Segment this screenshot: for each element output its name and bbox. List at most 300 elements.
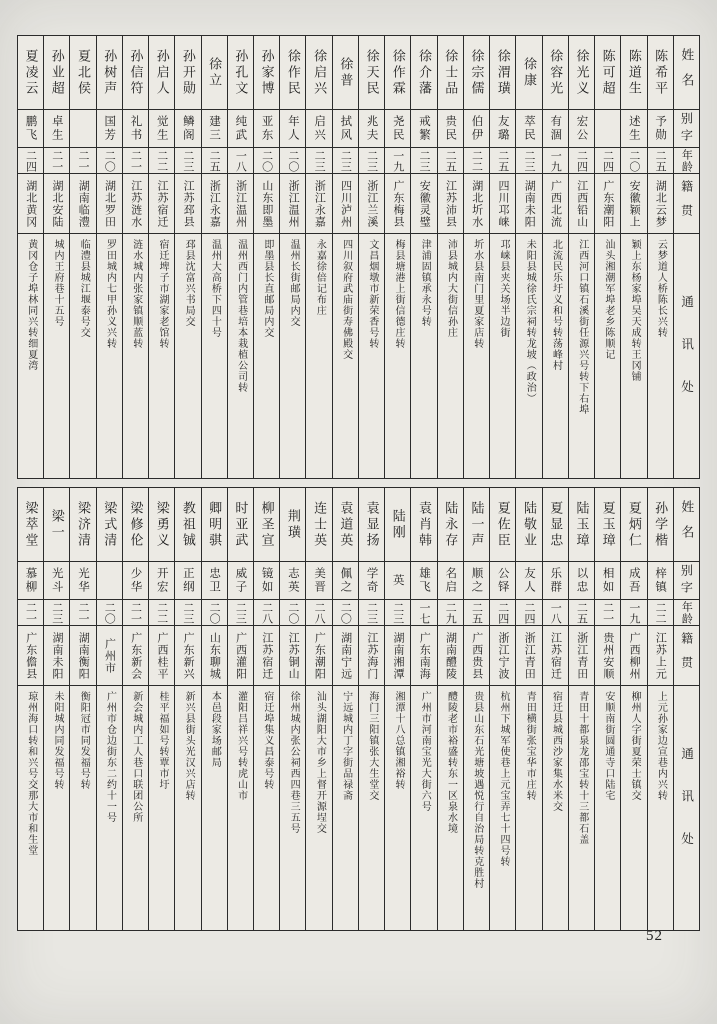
entry-name-text: 卿明骐	[207, 500, 223, 549]
entry-address	[70, 686, 95, 930]
header-name-text: 姓名	[679, 499, 695, 550]
entry-address-text: 汕头湖阳大市乡上督开源埕交	[314, 691, 326, 834]
entry-address	[228, 234, 253, 478]
header-age-text: 年龄	[680, 148, 693, 173]
entry-age	[516, 148, 541, 174]
entry-origin	[595, 174, 620, 234]
header-name-text: 姓名	[679, 47, 695, 98]
entry-name	[202, 36, 227, 110]
entry-address	[490, 686, 515, 930]
entry-origin-text: 湖南未阳	[523, 179, 536, 228]
entry-column	[201, 36, 227, 478]
entry-name-text: 梁修伦	[128, 500, 144, 549]
entry-name-text: 夏北侯	[75, 48, 91, 97]
entry-origin-text: 贵州安顺	[601, 631, 614, 680]
entry-name-text: 教祖铖	[180, 500, 196, 549]
entry-name	[621, 36, 646, 110]
entry-address	[175, 234, 200, 478]
entry-address	[543, 234, 568, 478]
entry-name-text: 徐普	[338, 56, 354, 89]
entry-alias	[44, 110, 69, 148]
entry-column	[384, 36, 410, 478]
entry-column	[305, 36, 331, 478]
entry-alias-text: 美晋	[313, 567, 326, 594]
entry-origin	[97, 626, 122, 686]
header-name-label	[674, 488, 699, 562]
entry-alias-text: 贵民	[444, 115, 457, 142]
entry-address	[280, 234, 305, 478]
entry-age-text: 二三	[365, 601, 378, 624]
entry-name-text: 陆永存	[443, 500, 459, 549]
entry-alias-text: 威子	[234, 567, 247, 594]
entry-age	[70, 148, 95, 174]
entry-address	[648, 234, 673, 478]
entry-age-text: 二二	[155, 601, 168, 624]
entry-alias	[175, 562, 200, 600]
entry-address-text: 本邑段家场邮局	[209, 691, 221, 768]
entry-alias	[202, 110, 227, 148]
entry-alias	[516, 562, 541, 600]
entry-origin	[569, 174, 594, 234]
entry-name-text: 荆璜	[285, 508, 301, 541]
header-alias-text: 别字	[679, 111, 694, 146]
entry-alias	[228, 562, 253, 600]
entry-address-text: 广州市河南宝光大街六号	[419, 691, 431, 812]
entry-name	[595, 36, 620, 110]
entry-origin	[333, 626, 358, 686]
entry-address	[254, 686, 279, 930]
entry-address-text: 江西河口镇石溪街任源兴号转下右埠	[576, 239, 588, 415]
entry-alias	[595, 562, 620, 600]
entry-address-text: 即墨县长直邮局内交	[261, 239, 273, 338]
entry-name	[438, 488, 463, 562]
entry-origin	[385, 174, 410, 234]
header-alias-label	[674, 562, 699, 600]
entry-alias	[202, 562, 227, 600]
entry-column	[437, 36, 463, 478]
entry-age	[18, 600, 43, 626]
entry-origin-text: 山东即墨	[260, 179, 273, 228]
entry-age-text: 二一	[76, 149, 89, 172]
entry-alias	[18, 110, 43, 148]
entry-column	[568, 488, 594, 930]
entry-column	[253, 488, 279, 930]
entry-alias-text: 佩之	[339, 567, 352, 594]
entry-origin	[70, 626, 95, 686]
entry-age	[543, 600, 568, 626]
entry-alias	[333, 110, 358, 148]
entry-origin	[254, 174, 279, 234]
entry-age-text: 二四	[522, 601, 535, 624]
entry-address-text: 文昌烟墩市新荣香号转	[366, 239, 378, 349]
entry-alias-text: 以忠	[575, 567, 588, 594]
entry-origin-text: 四川邛崃	[496, 179, 509, 228]
entry-origin-text: 江苏铜山	[287, 631, 300, 680]
entry-column	[227, 488, 253, 930]
entry-alias-text: 少华	[129, 567, 142, 594]
entry-origin	[149, 174, 174, 234]
entry-address	[70, 234, 95, 478]
entry-address-text: 湘潭十八总镇湘裕转	[393, 691, 405, 790]
entry-address-text: 醴陵老市裕盛转东一区泉水境	[445, 691, 457, 834]
entry-origin	[149, 626, 174, 686]
entry-alias	[569, 562, 594, 600]
entry-origin	[18, 626, 43, 686]
entry-origin	[18, 174, 43, 234]
entry-alias-text: 成吾	[627, 567, 640, 594]
entry-name-text: 孙业超	[49, 48, 65, 97]
entry-age	[149, 148, 174, 174]
entry-age	[648, 600, 673, 626]
entry-name	[254, 36, 279, 110]
entry-column	[43, 488, 69, 930]
entry-age-text: 二三	[522, 149, 535, 172]
entry-alias-text: 纯武	[234, 115, 247, 142]
entry-origin	[175, 174, 200, 234]
entry-age-text: 二三	[50, 601, 63, 624]
entry-age	[569, 600, 594, 626]
entry-alias	[385, 562, 410, 600]
entry-name-text: 陆玉璋	[574, 500, 590, 549]
entry-age-text: 二三	[418, 149, 431, 172]
entry-alias	[595, 110, 620, 148]
entry-alias-text: 鹏飞	[24, 115, 37, 142]
entry-age-text: 二一	[76, 601, 89, 624]
entry-age	[123, 600, 148, 626]
entry-address-text: 灌阳吕祥兴号转虎山市	[235, 691, 247, 801]
entry-alias	[543, 110, 568, 148]
entry-origin	[464, 174, 489, 234]
entry-origin-text: 湖南湘潭	[392, 631, 405, 680]
entry-column	[18, 36, 43, 478]
entry-alias-text: 相如	[601, 567, 614, 594]
entry-origin	[543, 174, 568, 234]
entry-alias	[411, 110, 436, 148]
entry-origin-text: 江西铅山	[575, 179, 588, 228]
entry-name	[569, 36, 594, 110]
entry-age-text: 二一	[50, 149, 63, 172]
entry-address-text: 温州大高桥下四十号	[209, 239, 221, 338]
entry-alias	[569, 110, 594, 148]
entry-origin	[202, 626, 227, 686]
entry-alias	[359, 110, 384, 148]
entry-age	[490, 148, 515, 174]
entry-alias	[648, 110, 673, 148]
entry-address	[595, 234, 620, 478]
entry-address	[175, 686, 200, 930]
entry-name	[44, 36, 69, 110]
entry-origin	[228, 174, 253, 234]
entry-column	[542, 488, 568, 930]
entry-address	[569, 234, 594, 478]
header-origin-label	[674, 174, 699, 234]
entry-alias-text: 宏公	[575, 115, 588, 142]
entry-name-text: 袁道英	[338, 500, 354, 549]
entry-column	[148, 36, 174, 478]
entry-age-text: 二三	[181, 601, 194, 624]
directory-table-bottom	[17, 487, 700, 931]
entry-age	[254, 600, 279, 626]
entry-origin-text: 广西柳州	[628, 631, 641, 680]
directory-table-top	[17, 35, 700, 479]
entry-address-text: 罗田城内七甲孙义兴转	[104, 239, 116, 349]
entry-age	[359, 148, 384, 174]
entry-address	[254, 234, 279, 478]
entry-age-text: 二二	[654, 601, 667, 624]
entry-name-text: 徐宗儒	[469, 48, 485, 97]
entry-age	[385, 148, 410, 174]
entry-name	[254, 488, 279, 562]
entry-address-text: 云梦道人桥陈长兴转	[655, 239, 667, 338]
entry-origin-text: 湖北云梦	[654, 179, 667, 228]
header-age-label	[674, 148, 699, 174]
entry-column	[96, 36, 122, 478]
entry-origin	[44, 626, 69, 686]
entry-origin-text: 广东新兴	[182, 631, 195, 680]
entry-name-text: 夏显忠	[548, 500, 564, 549]
entry-name	[306, 488, 331, 562]
entry-alias	[175, 110, 200, 148]
entry-alias-text: 镜如	[260, 567, 273, 594]
entry-address	[569, 686, 594, 930]
entry-name-text: 孙开勋	[180, 48, 196, 97]
entry-name	[175, 488, 200, 562]
entry-name	[97, 36, 122, 110]
entry-address	[621, 234, 646, 478]
entry-origin	[516, 174, 541, 234]
entry-origin	[490, 174, 515, 234]
entry-alias	[648, 562, 673, 600]
entry-origin-text: 江苏涟水	[129, 179, 142, 228]
entry-name	[543, 488, 568, 562]
entry-address-text: 四川叙府武庙街寿佛殿交	[340, 239, 352, 360]
entry-origin	[254, 626, 279, 686]
header-age-text: 年龄	[680, 600, 693, 625]
entry-age	[306, 600, 331, 626]
entry-address	[333, 686, 358, 930]
entry-alias-text: 启兴	[313, 115, 326, 142]
entry-alias	[306, 110, 331, 148]
entry-address	[123, 234, 148, 478]
entry-alias	[97, 562, 122, 600]
entry-alias	[543, 562, 568, 600]
entry-age	[202, 148, 227, 174]
entry-address-text: 宁远城内丁字街品禄斋	[340, 691, 352, 801]
entry-origin	[569, 626, 594, 686]
entry-alias	[464, 110, 489, 148]
entry-column	[43, 36, 69, 478]
entry-alias-text: 友人	[522, 567, 535, 594]
entry-column	[384, 488, 410, 930]
entry-age-text: 二三	[234, 601, 247, 624]
entry-age-text: 二五	[496, 149, 509, 172]
entry-origin	[438, 174, 463, 234]
entry-age	[490, 600, 515, 626]
entry-name	[70, 36, 95, 110]
entry-address-text: 衡阳冠市同发福号转	[78, 691, 90, 790]
entry-origin-text: 江苏宿迁	[549, 631, 562, 680]
entry-origin-text: 江苏上元	[654, 631, 667, 680]
entry-name	[18, 488, 43, 562]
entry-name-text: 陈可超	[600, 48, 616, 97]
entry-alias	[306, 562, 331, 600]
entry-address	[202, 686, 227, 930]
entry-name-text: 夏凌云	[23, 48, 39, 97]
entry-name-text: 梁式清	[102, 500, 118, 549]
entry-age-text: 二三	[181, 149, 194, 172]
entry-age-text: 一九	[549, 149, 562, 172]
entry-age-text: 二〇	[103, 149, 116, 172]
entry-address-text: 徐州城内张公祠西四巷三五号	[288, 691, 300, 834]
entry-age	[123, 148, 148, 174]
entry-origin-text: 江苏沛县	[444, 179, 457, 228]
entry-alias-text: 拭风	[339, 115, 352, 142]
entry-origin-text: 浙江永嘉	[208, 179, 221, 228]
entry-alias-text: 名启	[444, 567, 457, 594]
entry-age-text: 二一	[129, 601, 142, 624]
entry-address	[648, 686, 673, 930]
entry-alias-text: 慕柳	[24, 567, 37, 594]
entry-origin	[648, 174, 673, 234]
entry-alias	[44, 562, 69, 600]
entry-column	[594, 36, 620, 478]
entry-column	[96, 488, 122, 930]
entry-origin-text: 广东梅县	[392, 179, 405, 228]
entry-origin-text: 湖南宁远	[339, 631, 352, 680]
entry-age-text: 二〇	[286, 149, 299, 172]
entry-alias	[97, 110, 122, 148]
entry-name	[280, 36, 305, 110]
entry-age	[543, 148, 568, 174]
entry-origin	[464, 626, 489, 686]
entry-origin-text: 广西桂平	[155, 631, 168, 680]
entry-origin	[411, 626, 436, 686]
entry-age-text: 一八	[549, 601, 562, 624]
entry-age	[18, 148, 43, 174]
entry-origin-text: 湖北罗田	[103, 179, 116, 228]
entry-column	[332, 488, 358, 930]
entry-name	[411, 488, 436, 562]
entry-age	[149, 600, 174, 626]
entry-name-text: 孙学楷	[653, 500, 669, 549]
entry-name-text: 袁肖韩	[417, 500, 433, 549]
entry-age	[280, 600, 305, 626]
entry-name-text: 袁显扬	[364, 500, 380, 549]
entry-age-text: 二三	[339, 149, 352, 172]
entry-alias	[123, 562, 148, 600]
entry-origin-text: 广东儋县	[24, 631, 37, 680]
entry-origin-text: 江苏邳县	[182, 179, 195, 228]
entry-address-text: 沛县城内大街信孙庄	[445, 239, 457, 338]
entry-name	[149, 36, 174, 110]
entry-origin-text: 江苏宿迁	[260, 631, 273, 680]
entry-origin-text: 江苏宿迁	[155, 179, 168, 228]
entry-alias-text: 开宏	[155, 567, 168, 594]
entry-name-text: 徐渭璜	[495, 48, 511, 97]
entry-origin-text: 浙江宁波	[496, 631, 509, 680]
entry-age-text: 二四	[601, 149, 614, 172]
entry-name	[516, 36, 541, 110]
entry-name-text: 徐士品	[443, 48, 459, 97]
entry-origin	[280, 174, 305, 234]
entry-address-text: 新会城内工人巷口联团公所	[130, 691, 142, 823]
entry-origin	[202, 174, 227, 234]
entry-age	[516, 600, 541, 626]
entry-age-text: 二二	[470, 149, 483, 172]
entry-name-text: 孙信符	[128, 48, 144, 97]
entry-name-text: 陆一声	[469, 500, 485, 549]
entry-age	[44, 600, 69, 626]
entry-column	[410, 488, 436, 930]
entry-address	[359, 686, 384, 930]
entry-origin-text: 湖北黄冈	[24, 179, 37, 228]
entry-age	[464, 148, 489, 174]
entry-address	[543, 686, 568, 930]
entry-address	[18, 686, 43, 930]
entry-address	[44, 234, 69, 478]
entry-age	[44, 148, 69, 174]
entry-name-text: 陈希平	[653, 48, 669, 97]
entry-address	[411, 686, 436, 930]
entry-name	[44, 488, 69, 562]
entry-origin	[438, 626, 463, 686]
entry-name-text: 徐启兴	[312, 48, 328, 97]
entry-column	[515, 36, 541, 478]
entry-name	[228, 488, 253, 562]
entry-column	[174, 488, 200, 930]
entry-origin	[280, 626, 305, 686]
entry-column	[647, 488, 673, 930]
entry-name	[123, 36, 148, 110]
entry-column	[358, 36, 384, 478]
entry-name	[149, 488, 174, 562]
entry-column	[568, 36, 594, 478]
entry-origin	[333, 174, 358, 234]
entry-column	[594, 488, 620, 930]
entry-address-text: 贵县山东石光塘坡遇悦行自治局转克胜村	[471, 691, 483, 889]
entry-age	[70, 600, 95, 626]
entry-address-text: 宿迁县城西沙家集水米交	[550, 691, 562, 812]
entry-address	[359, 234, 384, 478]
entry-column	[253, 36, 279, 478]
entry-origin-text: 浙江青田	[523, 631, 536, 680]
entry-column	[410, 36, 436, 478]
entry-address	[97, 686, 122, 930]
entry-alias-text: 光斗	[50, 567, 63, 594]
entry-age	[359, 600, 384, 626]
entry-name	[359, 36, 384, 110]
entry-name-text: 梁萃堂	[23, 500, 39, 549]
entry-column	[358, 488, 384, 930]
entry-address-text: 北流民乐圩义和号转荡峰村	[550, 239, 562, 371]
entry-age-text: 二八	[260, 601, 273, 624]
entry-name	[438, 36, 463, 110]
entry-age-text: 二〇	[339, 601, 352, 624]
entry-alias-text: 雄飞	[418, 567, 431, 594]
entry-name-text: 陆敬业	[521, 500, 537, 549]
entry-name	[359, 488, 384, 562]
entry-name-text: 梁一	[49, 508, 65, 541]
entry-column	[18, 488, 43, 930]
entry-address-text: 宿迁埤子市湖家老馆转	[156, 239, 168, 349]
header-origin-text: 籍贯	[679, 631, 694, 680]
entry-address	[464, 686, 489, 930]
header-origin-text: 籍贯	[679, 179, 694, 228]
header-name-label	[674, 36, 699, 110]
entry-age-text: 二四	[575, 149, 588, 172]
entry-age	[175, 600, 200, 626]
entry-name-text: 孙孔文	[233, 48, 249, 97]
